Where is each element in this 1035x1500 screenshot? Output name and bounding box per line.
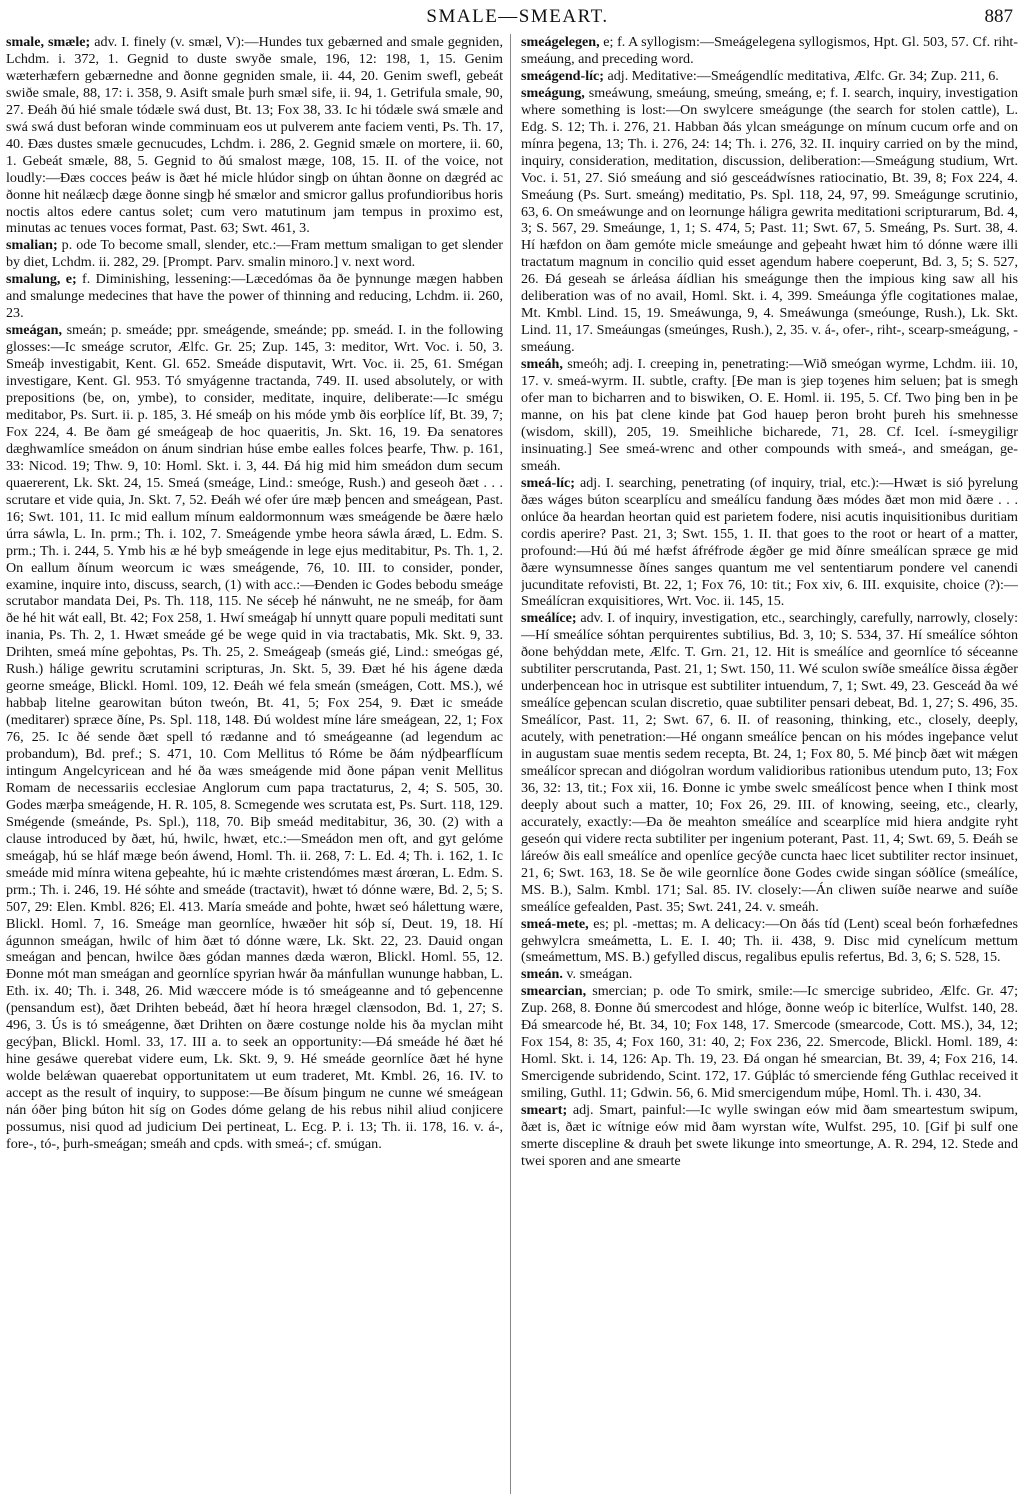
entry-text: v. smeágan. xyxy=(562,966,633,983)
entry-smean xyxy=(521,966,1018,983)
entry-text: adj. Meditative:—Smeágendlíc meditativa, Ælfc. Gr. 34; Zup. 211, 6. xyxy=(603,67,999,84)
entry-text: adj. Smart, painful:—Ic wylle swingan eów mid ðam smeartestum swipum, ðæt is, ðæt ic wítnige eów mid ðam wyrstan wíte, Wulfst. 295, 10. [Gif þi sulf one smerte discepline & drauh þet swete likunge into smeortunge, A. R. 294, 12. Stede and twei sporen and ane smearte xyxy=(521,1102,1018,1169)
entry-text: smercian; p. ode To smirk, smile:—Ic smercige subrideo, Ælfc. Gr. 47; Zup. 268, 8. Ðonne ðú smercodest and hlóge, ðonne weóp ic biterlíce, Wulfst. 140, 28. Ðá smearcode hé, Bt. 34, 10; Fox 148, 17. Smercode (smearcode, Cott. MS.), 34, 12; Fox 154, 8: 35, 4; Fox 160, 31: 40, 2; Fox 236, 22. Smercode, Blickl. Homl. 189, 4: Homl. Skt. i. 14, 126: Ap. Th. 19, 23. Ðá ongan hé smearcian, Bt. 39, 4; Fox 216, 14. Smercigende subridendo, Scint. 172, 17. Gúþlác tó smerciende féng Guthlac received it smiling, Guthl. 11; Gdwin. 56, 6. Mid smercigendum múþe, Homl. Th. i. 430, 34. xyxy=(521,983,1018,1102)
entry-text: smeóh; adj. I. creeping in, penetrating:—Wið smeógan wyrme, Lchdm. iii. 10, 17. v. smeá-wyrm. II. subtle, crafty. [Ðe man is ȝiep toȝenes him seluen; þat is smegh ofer man to bicharren and to biswiken, O. E. Homl. ii. 195, 5. Cf. Two þing ben in þe manne, on his þat clene kinde þat God hauep þeron broht þureh his smehnesse (wisdom, skill), 205, 19. Smeihliche bicharede, 71, 28. Cf. Icel. í-smeygiligr insinuating.] See smeá-wrenc and other compounds with smeá-, and smeágan, ge-smeáh. xyxy=(521,356,1018,474)
entry-smalung xyxy=(6,271,503,322)
entry-smea-mete xyxy=(521,916,1018,967)
entry-smalian xyxy=(6,237,503,271)
right-column xyxy=(521,34,1018,1486)
column-divider xyxy=(510,34,511,1494)
headword: smalian; xyxy=(6,237,58,254)
page-number: 887 xyxy=(984,6,1013,27)
entry-smealice xyxy=(521,610,1018,915)
headword: smalung, e; xyxy=(6,271,77,288)
headword: smeágan, xyxy=(6,322,62,339)
entry-smea-lic xyxy=(521,475,1018,611)
headword: smeágend-líc; xyxy=(521,67,604,84)
entry-text: e; f. A syllogism:—Smeágelegena syllogismos, Hpt. Gl. 503, 57. Cf. riht-smeáung, and preceding word. xyxy=(521,34,1018,67)
running-head: SMALE—SMEART. xyxy=(426,6,609,27)
entry-text: smeán; p. smeáde; ppr. smeágende, smeánde; pp. smeád. I. in the following glosses:—Ic smeáge scrutor, Ælfc. Gr. 25; Zup. 145, 3: meditor, Wrt. Voc. i. 50, 3. Smeáþ investigabit, Kent. Gl. 652. Smeáde disputavit, Wrt. Voc. ii. 25, 61. Smégan investigare, Kent. Gl. 953. Tó smyágenne tractanda, 749. II. used absolutely, or with prepositions (be, on, ymbe), to consider, meditate, inquire, deliberate:—Ic smégu meditabor, Ps. Surt. ii. p. 185, 3. Hé smeáþ on his móde ymb ðis eorþlíce líf, Bt. 39, 7; Fox 224, 4. Be ðam gé smeágeaþ de hoc quaeritis, Jn. Skt. 16, 19. Ða senatores dæghwamlíce smeádon on ánum sindrian húse embe ealles folces þearfe, Thw. p. 161, 33: Nicod. 19; Thw. 9, 10: Homl. Skt. i. 3, 44. Ðá hig mid him smeádon dum secum quaererent, Lk. Skt. 24, 15. Smeá (smeáge, Lind.: smeóge, Rush.) and geseoh ðæt . . . scrutare et vide quia, Jn. Skt. 7, 52. Ðeáh wé ofer úre mæþ þencen and smeágean, Past. 16; Swt. 101, 11. Ic mid eallum mínum ealdormonnum wæs smeágende be ðære hælo úrra sáwla, L. In. prm.; Th. i. 102, 7. Smeágende ymbe heora sáwla áræd, L. Edm. S. prm.; Th. i. 244, 5. Ymb his æ hé byþ smeágende in lege ejus meditabitur, Ps. Th. 1, 2. On eallum ðínum weorcum ic wæs smeágende, 76, 10. III. to consider, ponder, examine, inquire into, discuss, search, (1) with acc.:—Ðenden ic Godes bebodu smeáge scrutabor mandata Dei, Ps. Th. 118, 115. Ne séceþ hé nánwuht, ne ne smeáþ, for ðam ðe hé hit wát eall, Bt. 42; Fox 258, 1. Hwí smeágaþ hí unnytt quare populi meditati sunt inania, Ps. Th. 2, 1. Hwæt smeáde gé be wege quid in via tractabatis, Mk. Skt. 9, 33. Drihten, smeá míne geþohtas, Ps. Th. 25, 2. Smeágeaþ (smeás gié, Lind.: smeógas gé, Rush.) hálige gewritu scrutamini scripturas, Jn. Skt. 5, 39. Ðæt hé his ágene dæda georne smeáge, Blickl. Homl. 109, 12. Ðeáh wé fela smeán (smeágen, Cott. MS.), wé habbaþ litelne gearowitan búton tweón, Bt. 41, 5; Fox 254, 9. Ðæt ic smeáde (meditarer) spræce ðíne, Ps. Spl. 118, 148. Ðú woldest míne láre smeágean, 22, 1; Fox 76, 25. Ic ðé sende ðæt spell tó rædanne and tó smeágeanne (ad legendum ac probandum), Bd. pref.; S. 471, 10. Com Mellitus tó Róme be ðám nýdþearflícum intingum Angelcyricean and hé ða wæs smeágende mid ðone pápan venit Mellitus Romam de necessariis ecclesiae Anglorum cum papa tractaturus, 2, 4; S. 505, 30. Godes mærþa smeágende, H. R. 105, 8. Scmegende wes scrutata est, Ps. Surt. 118, 129. Smégende (smeánde, Ps. Spl.), 118, 70. Biþ smeád meditabitur, 36, 30. (2) with a clause introduced by ðæt, hú, hwilc, hwæt, etc.:—Smeádon men oft, and gyt gelóme smeágaþ, hú se hláf mæge beón áwend, Homl. Th. ii. 268, 7: L. Ed. 4; Th. i. 162, 1. Ic smeáde mid mínra witena geþeahte, hú ic mæhte cristendómes mæst árœran, L. Edm. S. prm.; Th. i. 246, 19. Hé sóhte and smeáde (tractavit), hwæt tó dónne wære, Bd. 2, 5; S. 507, 29: Elen. Kmbl. 826; El. 413. María smeáde and þohte, hwæt seó hálettung wære, Blickl. Homl. 7, 16. Smeáge man geornlíce, hwæðer hit sóþ sí, Deut. 19, 18. Hí águnnon smeágan, hwilc of him ðæt tó dónne wære, Lk. Skt. 22, 23. Dauid ongan smeágan and þencan, hwilce ðæs gódan mannes dæda wæron, Blickl. Homl. 55, 12. Ðonne mót man smeágan and geornlíce spyrian hwár ða mánfullan wununge habban, L. Eth. ix. 40; Th. i. 348, 26. Mid wæccere móde is tó smeágeanne and tó geþencenne (pensandum est), ðæt Drihten bebeád, ðæt hí heora hrægel clænsodon, Bd. 1, 27; S. 496, 3. Ús is tó smeágenne, ðæt Drihten on ðære costunge nolde his ða myclan miht gecýþan, Blickl. Homl. 33, 17. III a. to seek an opportunity:—Ðá smeáde hé ðæt hé hine gesáwe querebat videre eum, Lk. Skt. 9, 9. Hé smeáde geornlíce ðæt hé hyne wolde belǽwan quaerebat opportunitatem ut eum traderet, Mt. Kmbl. 26, 16. IV. to accept as the result of inquiry, to suppose:—Be ðísum þingum ne cunne wé smeágean nán óðer þing búton hit síg on Godes dóme gelang de his rebus nihil aliud conjicere possumus, nisi quod ad judicium Dei pertineat, L. Ecg. P. i. 13; Th. ii. 178, 16. v. á-, fore-, tó-, þurh-smeágan; smeáh and cpds. with smeá-; cf. smúgan. xyxy=(6,322,503,1152)
entry-text: adj. I. searching, penetrating (of inquiry, trial, etc.):—Hwæt is sió þyrelung ðæs wáges búton scearplícu and smeálícu fandung ðæs módes ðæt mon mid ðære . . . onlúce ða heardan heortan quid est parietem fodere, nisi acutis inquisitionibus duritiam cordis aperire? Past. 21, 3; Swt. 155, 1. II. that goes to the root or heart of a matter, profound:—Hú ðú mé hæfst áfréfrode ǽgðer ge mid ðínre smeálícan spræce ge mid ðære wynsumnesse ðínes sanges quantum me vel sententiarum pondere vel canendi jucunditate refovisti, Bt. 22, 1; Fox 76, 10: tit.; Fox xiv, 6. III. exquisite, choice (?):—Smeálícran exquisitiores, Wrt. Voc. ii. 145, 15. xyxy=(521,474,1018,610)
headword: smeáh, xyxy=(521,356,563,373)
entry-text: p. ode To become small, slender, etc.:—Fram mettum smaligan to get slender by diet, Lchdm. ii. 282, 29. [Prompt. Parv. smalin minoro.] v. next word. xyxy=(6,237,503,271)
entry-text: es; pl. -mettas; m. A delicacy:—On ðás tíd (Lent) sceal beón forhæfednes gehwylcra smeámetta, L. E. I. 40; Th. ii. 438, 9. Disc mid cynelícum mettum (smeámettum, MS. B.) gefylled discus, regalibus epulis refertus, Bd. 3, 6; S. 528, 15. xyxy=(521,915,1018,966)
entry-smale xyxy=(6,34,503,237)
entry-smeart xyxy=(521,1102,1018,1170)
entry-text: adv. I. finely (v. smæl, V):—Hundes tux gebærned and smale gegniden, Lchdm. i. 372, 1. Gegnid to duste swyðe smale, 196, 12: 198, 1, 15. Genim wæterhæfern gebærnedne and ðonne gegniden smale, ii. 44, 20. Genim swefl, gebeát swiðe smale, 88, 17: i. 358, 9. Asift smale þurh smæl sife, ii. 94, 1. Getrifula smale, 90, 27. Ðeáh ðú hié smale tódæle swá dust, Bt. 13; Fox 38, 33. Ic hi tódæle swá smæle and swá swá dust beforan winde comminuam eos ut pulverem ante faciem venti, Ps. Th. 17, 40. Ðæs dustes smæle gecnucudes, Lchdm. i. 286, 2. Gegnid smæle on mortere, ii. 60, 1. Gebeát smæle, 88, 5. Gegnid to ðú smalost mæge, 108, 15. II. of the voice, not loudly:—Ðæs cocces þeáw is ðæt hé micle hlúdor singþ on úhtan ðonne on dægréd ac ðonne hit neálæcþ dæge ðonne singþ hé smælor and smicror gallus profundioribus horis noctis altos edere cantus solet; cum vero matutinum jam tempus in proximo est, minutas ac tenues voces format, Past. 63; Swt. 461, 3. xyxy=(6,34,503,237)
entry-text: adv. I. of inquiry, investigation, etc., searchingly, carefully, narrowly, closely:—Hí smeálíce sóhtan perquirentes subtilius, Bd. 3, 10; S. 534, 37. Hí smeálíce sóhton ðone behýddan mete, Ælfc. T. Grn. 21, 12. Hit is smeálíce and geornlíce tó séceanne subtiliter perscrutanda, Past. 21, 1; Swt. 150, 11. Wé sculon swíðe smeálíce ðissa ǽgðer underþencean hoc in utrisque est subtiliter intuendum, 7, 1; Swt. 49, 23. Gesceád ða wé smeálíce geþencan sculan discretio, quae subtiliter pensari debeat, Bd. 1, 27; S. 496, 35. Smeálícor, Past. 11, 2; Swt. 67, 6. II. of reasoning, thinking, etc., closely, deeply, acutely, with penetration:—Hé ongann smeálíce þencan on his módes ingeþance velut in augustam suae mentis sedem recepta, Bt. 24, 1; Fox 80, 5. Mé þincþ ðæt wit mǽgen smeálícor sprecan and diógolran wordum validioribus rationibus utendum puto, 13; Fox 36, 32: 13, tit.; Fox xii, 16. Ðonne ic ymbe swelc smeálícost þence when I think most deeply about such a matter, 10; Fox 26, 29. III. of knowing, seeing, etc., clearly, accurately, exactly:—Ða ðe meahton smeálíce and scearplíce mid hiera andgite ryht geseón qui videre recta subtiliter per ingenium poterant, Past. 11, 4; Swt. 69, 5. Ðeáh se láreów ðis eall smeálíce and openlíce gecýðe cuncta haec licet subtiliter rector insinuet, 21, 6; Swt. 163, 18. Se ðe wile geornlíce ðone Godes cwide singan sóðlíce (smeálíce, MS. B.), Salm. Kmbl. 171; Sal. 85. IV. closely:—Án cliwen suíðe nearwe and suíðe smeálíce gefealden, Past. 35; Swt. 241, 24. v. smeáh. xyxy=(521,610,1018,915)
page-header xyxy=(0,4,1035,30)
entry-smeagelegen xyxy=(521,34,1018,68)
headword: smeart; xyxy=(521,1102,568,1119)
headword: smeálíce; xyxy=(521,610,577,627)
entry-smearcian xyxy=(521,983,1018,1102)
headword: smearcian, xyxy=(521,983,587,1000)
headword: smeá-mete, xyxy=(521,915,589,932)
headword: smeán. xyxy=(521,966,563,983)
entry-text: f. Diminishing, lessening:—Læcedómas ða ðe þynnunge mægen habben and smalunge medecines that have the power of thinning and reducing, Lchdm. ii. 260, 23. xyxy=(6,271,503,322)
headword: smeágelegen, xyxy=(521,34,600,50)
headword: smeá-líc; xyxy=(521,474,576,491)
left-column xyxy=(6,34,503,1486)
entry-smeagan xyxy=(6,322,503,1153)
headword: smeágung, xyxy=(521,84,585,101)
entry-smeagung xyxy=(521,85,1018,356)
entry-text: smeáwung, smeáung, smeúng, smeáng, e; f. I. search, inquiry, investigation where something is lost:—On swylcere smeágunge (the search for stolen cattle), L. Edg. S. 12; Th. i. 276, 21. Habban ðás ylcan smeágunge on mínum cucum orfe and on mínra þegena, 13; Th. i. 276, 24: 14; Th. i. 276, 32. II. inquiry carried on by the mind, inquiry, consideration, meditation, discussion, deliberation:—Smeágung studium, Wrt. Voc. i. 51, 27. Sió smeáung and sió gesceádwísnes ratiocinatio, Bt. 39, 8; Fox 224, 4. Smeáung (Ps. Surt. smeáng) meditatio, Ps. Spl. 118, 24, 97, 99. Smeágunge scrutinio, 63, 6. On smeáwunge and on leornunge háligra gewrita meditationi scripturarum, Bd. 4, 3; S. 567, 29. Smeáunge, 1, 1; S. 474, 5; Past. 11; Swt. 67, 5. Smeáng, Ps. Surt. 38, 4. Hí hæfdon on ðam gemóte micle smeáunge and geþeaht hwæt him tó dónne wære illi tractatum magnum in concilio quid esset agendum habere coeperunt, Bd. 3, 5; S. 527, 26. Ðá geseah se árleása áídlian his smeágunge then the impious king saw all his deliberation was of no avail, Homl. Skt. i. 4, 399. Smeáunga ýfle cogitationes malae, Mt. Kmbl. Lind. 15, 19. Smeáwunga, 9, 4. Smeáwunga (smeóunge, Rush.), Lk. Skt. Lind. 11, 17. Smeáungas (smeúnges, Rush.), 2, 35. v. á-, ofer-, riht-, scearp-smeágung, -smeáung. xyxy=(521,84,1018,356)
entry-smeah xyxy=(521,356,1018,475)
headword: smale, smæle; xyxy=(6,34,91,50)
entry-smeagend-lic xyxy=(521,68,1018,85)
